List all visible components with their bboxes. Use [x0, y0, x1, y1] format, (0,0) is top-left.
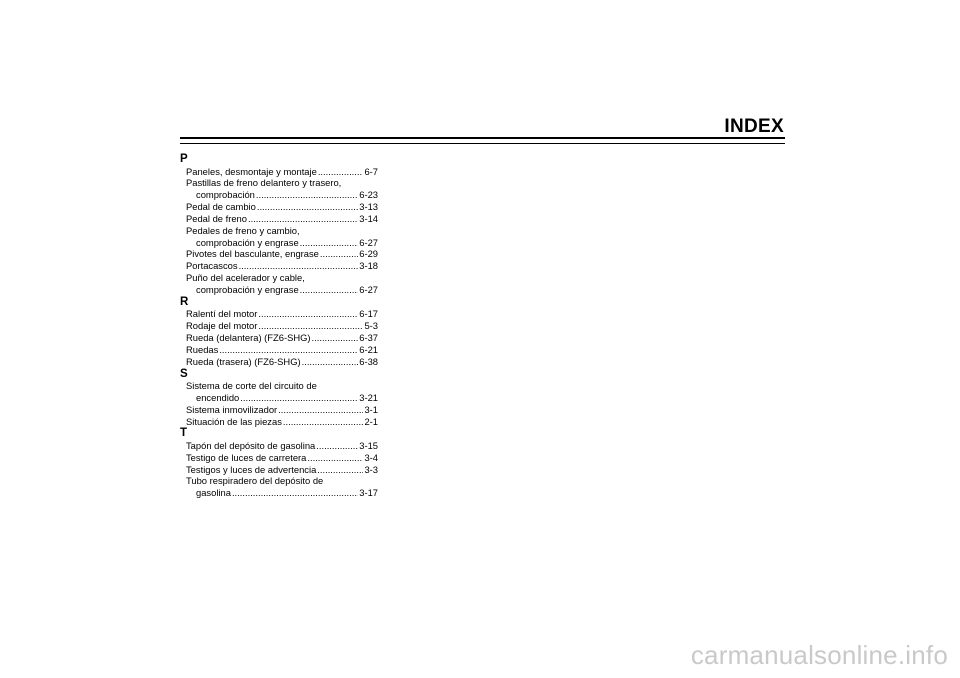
page-number: 6-17	[359, 308, 378, 320]
entry-line	[186, 404, 378, 416]
page-number: 6-7	[364, 165, 378, 177]
index-section	[180, 427, 378, 499]
leader-dots	[302, 356, 359, 368]
leader-dots	[300, 237, 359, 249]
index-entry	[180, 308, 378, 320]
leader-dots	[300, 284, 359, 296]
entry-text: Portacascos	[186, 260, 238, 272]
page-number: 3-15	[359, 439, 378, 451]
section-letter: T	[180, 427, 188, 440]
page-number: 5-3	[364, 320, 378, 332]
entry-line	[186, 260, 378, 272]
entry-line	[186, 487, 378, 499]
page-number: 3-17	[359, 487, 378, 499]
entry-text: Situación de las piezas	[186, 415, 282, 427]
leader-dots	[219, 344, 358, 356]
entry-text: Paneles, desmontaje y montaje	[186, 165, 317, 177]
entry-line	[186, 380, 378, 392]
entry-text: gasolina	[196, 487, 231, 499]
index-entry	[180, 356, 378, 368]
leader-dots	[258, 320, 363, 332]
entry-line	[186, 237, 378, 249]
entry-line	[186, 213, 378, 225]
leader-dots	[232, 487, 358, 499]
index-entry	[180, 344, 378, 356]
index-entry	[180, 320, 378, 332]
index-entry	[180, 225, 378, 249]
index-section	[180, 153, 378, 296]
leader-dots	[239, 260, 359, 272]
leader-dots	[248, 213, 358, 225]
page-number: 3-4	[364, 451, 378, 463]
entry-text: encendido	[196, 391, 240, 403]
header-rule	[180, 137, 785, 144]
index-entry	[180, 416, 378, 428]
watermark: carmanualsonline.info	[690, 640, 948, 670]
entry-line	[186, 189, 378, 201]
leader-dots	[312, 332, 359, 344]
index-entry	[180, 201, 378, 213]
page-number: 3-3	[364, 463, 378, 475]
entry-line	[186, 248, 378, 260]
leader-dots	[320, 248, 358, 260]
entry-text: Pedales de freno y cambio,	[186, 224, 300, 236]
entry-text: Puño del acelerador y cable,	[186, 272, 305, 284]
entry-line	[186, 201, 378, 213]
leader-dots	[278, 404, 363, 416]
section-letter: P	[180, 153, 188, 165]
page-number: 3-21	[359, 391, 378, 403]
page-number: 6-27	[359, 236, 378, 248]
entry-text: Pedal de freno	[186, 212, 247, 224]
entry-line	[186, 225, 378, 237]
entry-text: Rodaje del motor	[186, 320, 258, 332]
entry-text: Tubo respiradero del depósito de	[186, 475, 324, 487]
page-title: INDEX	[724, 116, 784, 137]
index-entry	[180, 260, 378, 272]
page-number: 6-27	[359, 283, 378, 295]
entry-line	[186, 392, 378, 404]
entry-line	[186, 475, 378, 487]
index-entry	[180, 380, 378, 404]
entry-line	[186, 440, 378, 452]
index-entry	[180, 248, 378, 260]
leader-dots	[307, 452, 363, 464]
page-number: 6-23	[359, 189, 378, 201]
entry-text: Rueda (trasera) (FZ6-SHG)	[186, 355, 301, 367]
index-section	[180, 296, 378, 368]
index-entry	[180, 213, 378, 225]
page-number: 6-37	[359, 331, 378, 343]
entry-line	[186, 452, 378, 464]
entry-text: comprobación y engrase	[196, 236, 299, 248]
index-entry	[180, 440, 378, 452]
entry-text: Rueda (delantera) (FZ6-SHG)	[186, 331, 311, 343]
index-column	[180, 153, 378, 499]
leader-dots	[317, 464, 363, 476]
entry-text: Pivotes del basculante, engrase	[186, 248, 319, 260]
entry-text: Testigos y luces de advertencia	[186, 463, 317, 475]
section-letter: S	[180, 367, 188, 380]
entry-text: Ralentí del motor	[186, 308, 258, 320]
leader-dots	[257, 201, 358, 213]
entry-text: comprobación y engrase	[196, 283, 299, 295]
page-number: 3-1	[364, 403, 378, 415]
entry-text: comprobación	[196, 189, 255, 201]
entry-line	[186, 332, 378, 344]
page-number: 3-13	[359, 201, 378, 213]
index-entry	[180, 464, 378, 476]
index-entry	[180, 404, 378, 416]
page-number: 6-21	[359, 343, 378, 355]
index-entry	[180, 452, 378, 464]
entry-line	[186, 177, 378, 189]
entry-line	[186, 356, 378, 368]
entry-text: Sistema inmovilizador	[186, 403, 278, 415]
entry-text: Tapón del depósito de gasolina	[186, 439, 316, 451]
leader-dots	[258, 308, 358, 320]
page-number: 3-18	[359, 260, 378, 272]
entry-text: Ruedas	[186, 343, 219, 355]
entry-line	[186, 284, 378, 296]
page-number: 3-14	[359, 212, 378, 224]
entry-line	[186, 166, 378, 178]
index-entry	[180, 166, 378, 178]
index-entry	[180, 177, 378, 201]
entry-text: Sistema de corte del circuito de	[186, 380, 317, 391]
index-section	[180, 368, 378, 428]
leader-dots	[283, 416, 364, 428]
section-letter: R	[180, 295, 189, 308]
entry-line	[186, 308, 378, 320]
entry-line	[186, 272, 378, 284]
leader-dots	[316, 440, 358, 452]
entry-text: Pedal de cambio	[186, 201, 256, 213]
page-number: 6-38	[359, 355, 378, 367]
leader-dots	[240, 392, 358, 404]
entry-text: Testigo de luces de carretera	[186, 451, 307, 463]
index-entry	[180, 272, 378, 296]
index-entry	[180, 475, 378, 499]
entry-line	[186, 320, 378, 332]
entry-line	[186, 344, 378, 356]
entry-line	[186, 464, 378, 476]
entry-text: Pastillas de freno delantero y trasero,	[186, 177, 342, 189]
page-number: 6-29	[359, 248, 378, 260]
page-number: 2-1	[364, 415, 378, 427]
leader-dots	[256, 189, 358, 201]
entry-line	[186, 416, 378, 428]
index-entry	[180, 332, 378, 344]
leader-dots	[318, 166, 364, 178]
